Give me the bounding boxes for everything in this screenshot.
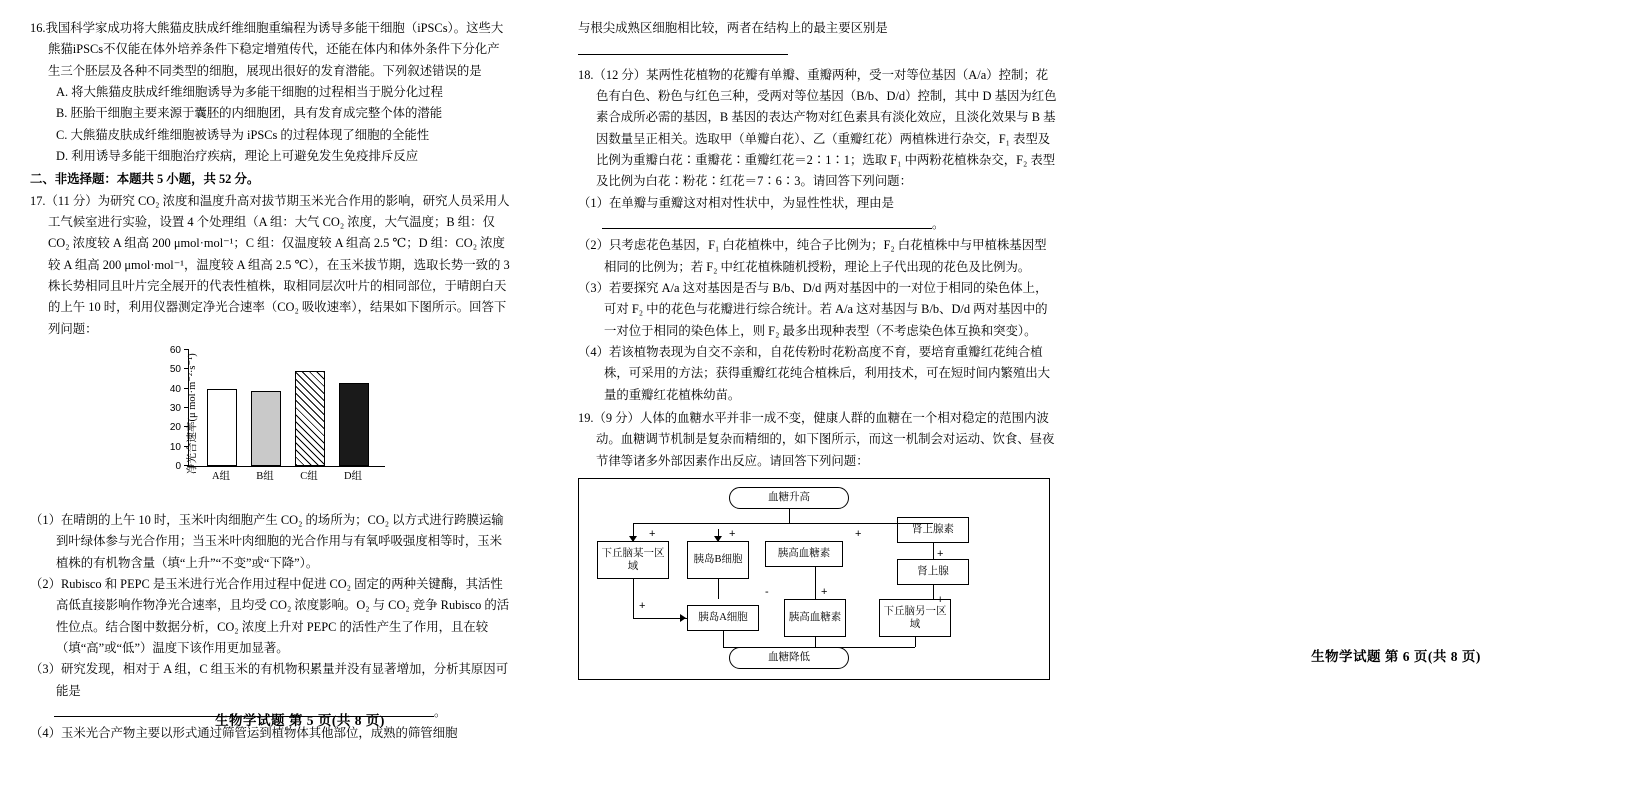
q17-continued-text: 与根尖成熟区细胞相比较，两者在结构上的最主要区别是: [578, 21, 888, 35]
node-islet-a-cell: 胰岛A细胞: [687, 605, 759, 631]
sign-minus-1: -: [765, 585, 769, 598]
left-column: [30, 18, 510, 747]
q18-sub-4: [578, 342, 1058, 406]
sign-plus-1: +: [649, 527, 656, 540]
xlabel-3: D组: [343, 470, 363, 482]
node-islet-b-cell: 胰岛B细胞: [687, 541, 749, 579]
net-photosynthesis-bar-chart: [30, 344, 510, 504]
xlabel-1: B组: [256, 470, 274, 482]
arrow-to-hypo1: [629, 536, 637, 542]
bar-a: [207, 389, 237, 466]
section-2-title: 二、非选择题：本题共 5 小题，共 52 分。: [30, 172, 260, 187]
q17-continued: [578, 18, 1058, 61]
q18-sub-1-text: （1）在单瓣与重瓣这对相对性状中，为显性性状，理由是: [578, 195, 894, 210]
q16-option-d: D. 利用诱导多能干细胞治疗疾病，理论上可避免发生免疫排斥反应: [56, 148, 419, 163]
q17-sub-4-text: （4）玉米光合产物主要以形式通过筛管运到植物体其他部位，成熟的筛管细胞: [30, 726, 458, 741]
q16-stem: 16.我国科学家成功将大熊猫皮肤成纤维细胞重编程为诱导多能干细胞（iPSCs）。这些大熊猫iPSCs不仅能在体外培养条件下稳定增殖传代，还能在体内和体外条件下分化产生三个胚层及各种不同类型的细胞，展现出很好的发育潜能。下列叙述错误的是: [30, 21, 504, 78]
q18-sub-4-text: （4）若该植物表现为自交不亲和，自花传粉时花粉高度不育，要培育重瓣红花纯合植株，可采用的方法；获得重瓣红花纯合植株后，利用技术，可在短时间内繁殖出大量的重瓣红花植株幼苗。: [578, 344, 1051, 402]
question-17: [30, 191, 510, 745]
sign-plus-5: +: [639, 599, 646, 612]
q18-sub-1-answer-line: 。: [578, 214, 1058, 235]
node-adrenal-gland: 肾上腺: [897, 559, 969, 585]
line-hypo2-to-bottom: [915, 637, 916, 647]
bar-d: [339, 383, 369, 466]
q17-sub-2-text: （2）Rubisco 和 PEPC 是玉米进行光合作用过程中促进 CO₂ 固定的两种关键酶，其活性高低直接影响作物净光合速率，且均受 CO₂ 浓度影响。O₂ 与 CO₂ 竞争 Rubisco 的活性位点。结合图中数据分析，CO₂ 浓度上升对 PEPC 的活性产生了作用，且在较（填“高”或“低”）温度下该作用更加显著。: [30, 576, 510, 655]
xlabel-2: C组: [300, 470, 318, 482]
question-16: [30, 18, 510, 167]
question-18: [578, 65, 1058, 406]
q17-sub-1-text: （1）在晴朗的上午 10 时，玉米叶肉细胞产生 CO₂ 的场所为；CO₂ 以方式进行跨膜运输到叶绿体参与光合作用；当玉米叶肉细胞的光合作用与有氧呼吸强度相等时，玉米植株的有机物含量（填“上升”“不变”或“下降”）。: [30, 512, 504, 570]
sign-plus-7: +: [937, 593, 944, 606]
right-column: [578, 18, 1481, 682]
q17-sub-2: [30, 574, 510, 659]
q18-sub-3: [578, 278, 1058, 342]
node-glucagon-high: 胰高血糖素: [765, 541, 843, 567]
q18-sub-3-text: （3）若要探究 A/a 这对基因是否与 B/b、D/d 两对基因中的一对位于相同的染色体上，可对 F₂ 中的花色与花瓣进行综合统计。若 A/a 这对基因与 B/b、D/d 两对基因中的一对位于相同的染色体上，则 F₂ 最多出现种表型（不考虑染色体互换和突变）。: [578, 280, 1048, 338]
q17-stem: 17.（11 分）为研究 CO₂ 浓度和温度升高对拔节期玉米光合作用的影响，研究人员采用人工气候室进行实验，设置 4 个处理组（A 组：大气 CO₂ 浓度，大气温度；B 组：仅 CO₂ 浓度较 A 组高 200 μmol·mol⁻¹；C 组：仅温度较 A 组高 2.5 ℃；D 组：CO₂ 浓度较 A 组高 200 μmol·mol⁻¹，温度较 A 组高 2.5 ℃），在玉米拔节期，选取长势一致的 3 株长势相同且叶片完全展开的代表性植株，取相同层次叶片的相同部位，于晴朗白天的上午 10 时，利用仪器测定净光合速率（CO₂ 吸收速率），结果如下图所示。回答下列问题：: [30, 193, 510, 336]
line-bottom-horizontal: [723, 647, 915, 648]
sign-plus-2: +: [729, 527, 736, 540]
line-pair-to-bottom: [815, 637, 816, 647]
q19-stem: 19.（9 分）人体的血糖水平并非一成不变，健康人群的血糖在一个相对稳定的范围内波动。血糖调节机制是复杂而精细的，如下图所示，而这一机制会对运动、饮食、昼夜节律等诸多外部因素作出反应。请回答下列问题：: [578, 410, 1055, 468]
xlabel-0: A组: [211, 470, 231, 482]
line-adrenaline-to-gland: [933, 543, 934, 559]
q17-sub-1: [30, 510, 510, 574]
chart-plot-area: 0 10 20 30 40 50 60: [188, 350, 385, 467]
chart-x-axis-labels: [188, 468, 384, 484]
sign-plus-6: +: [821, 585, 828, 598]
line-hypo1-isleta-h: [633, 618, 687, 619]
footer-right: 生物学试题 第 6 页(共 8 页): [1311, 648, 1481, 664]
sign-plus-4: +: [937, 547, 944, 560]
arrow-to-islet-b: [714, 536, 722, 542]
line-hypo1-to-isleta: [633, 579, 634, 618]
sign-plus-3: +: [855, 527, 862, 540]
bar-b: [251, 391, 281, 466]
q17-sub-3: [30, 659, 510, 702]
node-blood-glucose-fall: 血糖降低: [729, 647, 849, 669]
line-isletb-to-pair: [718, 579, 719, 599]
q16-option-a: A. 将大熊猫皮肤成纤维细胞诱导为多能干细胞的过程相当于脱分化过程: [56, 84, 443, 99]
node-hypothalamus-area-1: 下丘脑某一区域: [597, 541, 669, 579]
line-gland-to-hypo2: [933, 585, 934, 599]
line-glucagon-to-pair: [815, 567, 816, 599]
bar-c: [295, 371, 325, 466]
q17-sub-3-text: （3）研究发现，相对于 A 组，C 组玉米的有机物积累量并没有显著增加，分析其原因可能是: [30, 662, 509, 698]
line-top-stem: [789, 509, 790, 523]
line-isleta-to-bottom: [723, 631, 724, 647]
node-blood-glucose-rise: 血糖升高: [729, 487, 849, 509]
q18-stem: 18.（12 分）某两性花植物的花瓣有单瓣、重瓣两种，受一对等位基因（A/a）控制；花色有白色、粉色与红色三种，受两对等位基因（B/b、D/d）控制，其中 D 基因为红色素合成所必需的基因，B 基因的表达产物对红色素具有淡化效应，且淡化效果与 B 基因数量呈正相关。选取甲（单瓣白花）、乙（重瓣红花）两植株进行杂交，F₁ 表型及比例为重瓣白花∶重瓣花∶重瓣红花＝2∶1∶1；选取 F₁ 中两粉花植株杂交，F₂ 表型及比例为白花∶粉花∶红花＝7∶6∶3。请回答下列问题：: [578, 67, 1057, 189]
node-adrenaline: 肾上腺素: [897, 517, 969, 543]
q18-sub-2-text: （2）只考虑花色基因，F₁ 白花植株中，纯合子比例为；F₂ 白花植株中与甲植株基因型相同的比例为；若 F₂ 中红花植株随机授粉，理论上子代出现的花色及比例为。: [578, 238, 1047, 274]
q16-option-b: B. 胚胎干细胞主要来源于囊胚的内细胞团，具有发育成完整个体的潜能: [56, 106, 443, 121]
blood-glucose-regulation-diagram: [578, 478, 1050, 680]
footer-left: 生物学试题 第 5 页(共 8 页): [215, 713, 385, 729]
node-islet-cell-pair: 胰高血糖素: [784, 599, 846, 637]
q17-sub-3-answer-line: 。: [30, 702, 510, 723]
q16-option-c: C. 大熊猫皮肤成纤维细胞被诱导为 iPSCs 的过程体现了细胞的全能性: [56, 127, 430, 142]
chart-area: [150, 346, 400, 496]
line-top-horizontal: [633, 523, 933, 524]
q18-sub-1: [578, 193, 1058, 214]
question-19: [578, 408, 1058, 680]
node-hypothalamus-area-2: 下丘脑另一区域: [879, 599, 951, 637]
q18-sub-2: [578, 235, 1058, 278]
chart-y-axis-label: 净光合速率(μ mol·m⁻²·s⁻¹): [187, 353, 198, 474]
arrow-to-islet-a: [680, 614, 686, 622]
